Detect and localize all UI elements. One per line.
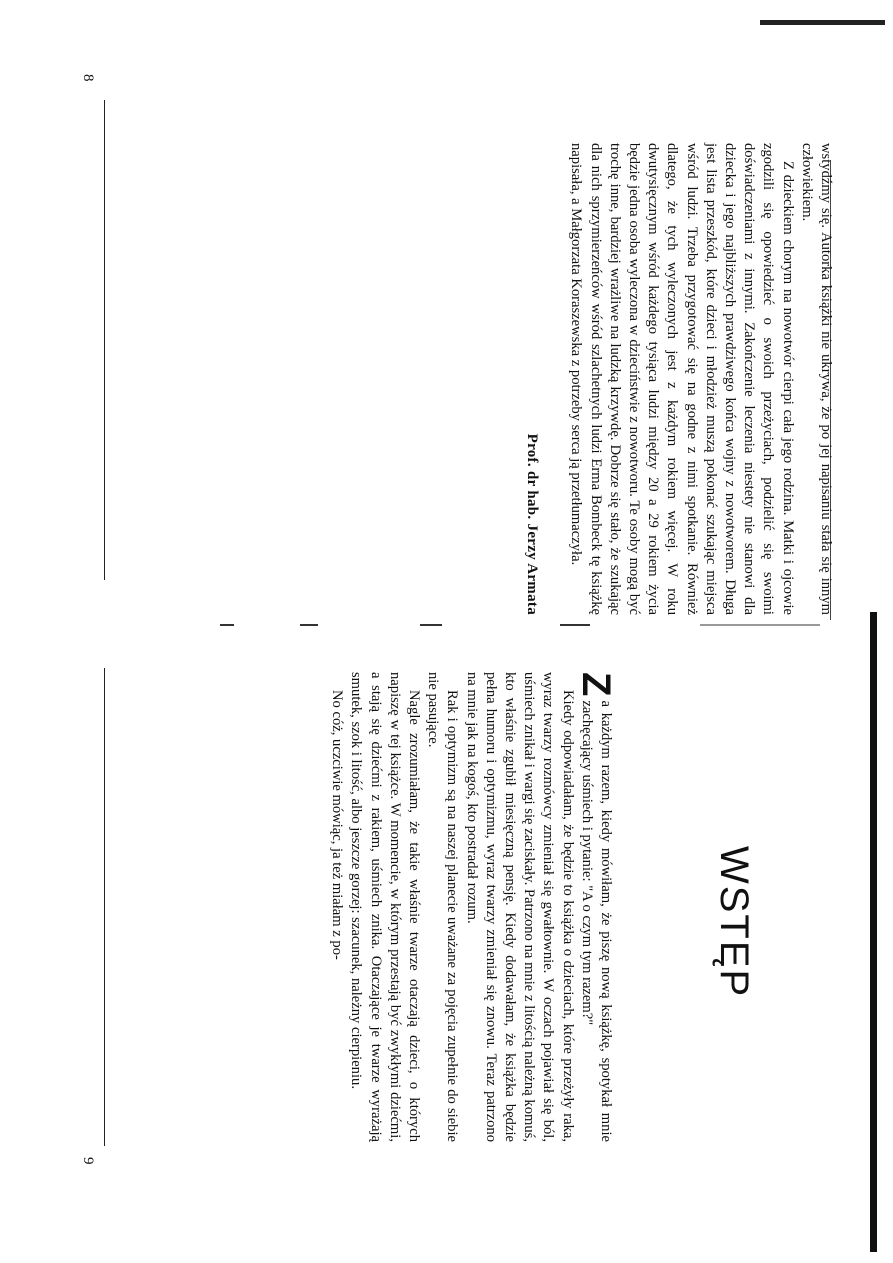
page-number-left: 8	[80, 74, 96, 82]
right-page-text	[327, 672, 618, 1142]
gutter-mark	[700, 624, 820, 626]
drop-cap: Z	[574, 672, 618, 697]
signature: Prof. dr hab. Jerzy Armata	[524, 433, 541, 615]
gutter-mark	[220, 624, 234, 626]
right-paragraph-3: Rak i optymizm są na naszej planecie uważane za pojęcia zupełnie do siebie nie pasujące.	[425, 672, 461, 1142]
gutter-mark	[420, 624, 442, 626]
gutter-mark	[560, 624, 590, 626]
footer-rule-right	[104, 668, 105, 1146]
left-page-text	[523, 143, 835, 615]
scan-edge-bar	[870, 612, 877, 1252]
scan-edge-top	[760, 20, 885, 25]
page-number-right: 9	[80, 1157, 96, 1165]
first-paragraph-text: a każdym razem, kiedy mówiłam, że piszę nową książkę, spotykał mnie zachęcający uśmiech i pytanie: "A o czym tym razem?"	[578, 700, 614, 1142]
chapter-title: WSTĘP	[712, 846, 756, 999]
left-paragraph-1: wstydźmy się. Autorka książki nie ukrywa, że po jej napisaniu stała się innym człowiekiem.	[798, 143, 834, 615]
right-paragraph-4: Nagle zrozumiałam, że takie właśnie twarze otaczają dzieci, o których napiszę w tej książce. W momencie, w którym przestają być zwykłymi dziećmi, a stają się dziećmi z rakiem, uśmiech znika. Otaczające je twarze wyrażają smutek, szok i litość, albo jeszcze gorzej: szacunek, należny cierpieniu.	[348, 672, 422, 1142]
footer-rule-left	[104, 100, 105, 580]
gutter-mark	[300, 624, 318, 626]
right-paragraph-2: Kiedy odpowiadałam, że będzie to książka o dzieciach, które przeżyły raka, wyraz twarzy rozmówcy zmieniał się gwałtownie. W oczach pojawiał się ból, uśmiech znikał i wargi się zaciskały. Patrzono na mnie z litością należną komuś, kto właśnie zgubił miesięczną pensję. Kiedy dodawałam, że książka będzie pełna humoru i optymizmu, wyraz twarzy zmieniał się znowu. Teraz patrzono na mnie jak na kogoś, kto postradał rozum.	[463, 672, 576, 1142]
right-paragraph-5: No cóż, uczciwie mówiąc, ja też miałam z po-	[329, 690, 346, 960]
right-paragraph-first	[574, 672, 618, 1142]
left-paragraph-2: Z dzieckiem chorym na nowotwór cierpi cała jego rodzina. Matki i ojcowie zgodzili się opowiedzieć o swoich przeżyciach, podzielić się swoimi doświadczeniami z innymi. Zakończenie leczenia niestety nie stanowi dla dziecka i jego najbliższych prawdziwego końca wojny z nowotworem. Długa jest lista przeszkód, które dzieci i młodzież muszą pokonać szukając miejsca wśród ludzi. Trzeba przygotować się na godne z nimi spotkanie. Również dlatego, że tych wyleczonych jest z każdym rokiem więcej. W roku dwutysięcznym wśród każdego tysiąca ludzi między 20 a 29 rokiem życia będzie jedna osoba wyleczona w dzieciństwie z nowotworu. Te osoby mogą być trochę inne, bardziej wrażliwe na ludzką krzywdę. Dobrze się stało, że szukając dla nich sprzymierzeńców wśród szlachetnych ludzi Erma Bombeck tę książkę napisała, a Małgorzata Koraszewska z potrzeby serca ją przetłumaczyła.	[568, 143, 796, 615]
